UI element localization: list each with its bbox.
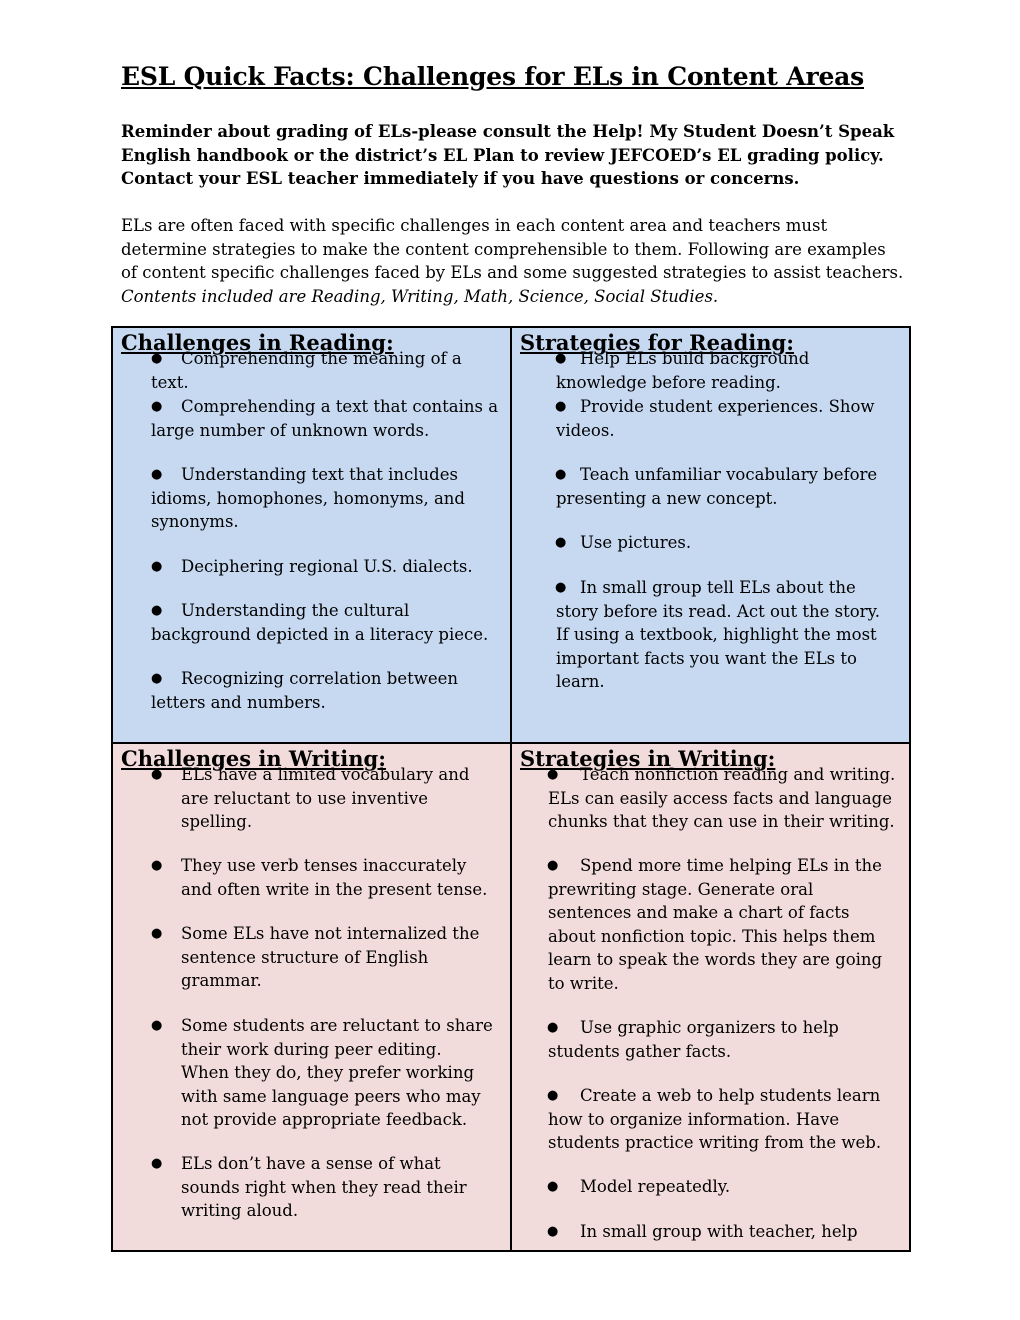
bullet-icon: ● xyxy=(151,1156,163,1171)
reminder-line: Contact your ESL teacher immediately if you have questions or concerns. xyxy=(121,169,800,188)
writing-strategies-heading: Strategies in Writing: xyxy=(520,746,776,771)
bullet-icon: ● xyxy=(547,1179,559,1194)
list-item-line: grammar. xyxy=(181,971,262,990)
list-item-line: how to organize information. Have xyxy=(548,1109,840,1129)
list-item-line: Some ELs have not internalized the xyxy=(181,924,480,943)
writing-strategies-cell xyxy=(510,742,911,1252)
bullet-icon: ● xyxy=(555,351,567,366)
list-item-line: videos. xyxy=(556,420,615,440)
bullet-icon: ● xyxy=(151,926,163,941)
reading-strategies-heading: Strategies for Reading: xyxy=(520,330,794,355)
bullet-icon: ● xyxy=(547,767,559,782)
list-item-line: students practice writing from the web. xyxy=(548,1133,882,1152)
list-item-line: sounds right when they read their xyxy=(181,1177,467,1197)
bullet-icon: ● xyxy=(151,467,163,482)
list-item-line: Understanding text that includes xyxy=(181,465,458,484)
list-item-line: When they do, they prefer working xyxy=(181,1063,475,1082)
writing-challenges-heading: Challenges in Writing: xyxy=(121,746,386,771)
list-item-line: about nonfiction topic. This helps them xyxy=(548,926,876,946)
list-item-line: Teach nonfiction reading and writing. xyxy=(580,765,896,784)
list-item-line: Understanding the cultural xyxy=(181,601,410,620)
list-item-line: Teach unfamiliar vocabulary before xyxy=(580,465,878,484)
list-item-line: prewriting stage. Generate oral xyxy=(548,879,814,899)
list-item-line: story before its read. Act out the story. xyxy=(556,601,880,621)
list-item-line: and often write in the present tense. xyxy=(181,879,488,899)
list-item-line: In small group with teacher, help xyxy=(580,1222,858,1241)
bullet-icon: ● xyxy=(151,399,163,414)
list-item-line: learn to speak the words they are going xyxy=(548,950,883,969)
intro-line: ELs are often faced with specific challenges in each content area and teachers must xyxy=(121,216,828,235)
reading-strategies-cell xyxy=(510,326,911,744)
reminder-line: Reminder about grading of ELs-please consult the Help! My Student Doesn’t Speak xyxy=(121,122,895,141)
list-item-line: sentence structure of English xyxy=(181,947,429,967)
list-item-line: ELs don’t have a sense of what xyxy=(181,1154,441,1173)
reading-challenges-cell xyxy=(111,326,512,744)
list-item-line: background depicted in a literacy piece. xyxy=(151,624,489,644)
list-item-line: Comprehending the meaning of a xyxy=(181,349,462,368)
bullet-icon: ● xyxy=(555,467,567,482)
list-item-line: Comprehending a text that contains a xyxy=(181,397,499,416)
list-item-line: In small group tell ELs about the xyxy=(580,578,856,597)
list-item-line: their work during peer editing. xyxy=(181,1039,442,1059)
list-item-line: large number of unknown words. xyxy=(151,420,430,440)
intro-line: of content specific challenges faced by ELs and some suggested strategies to assist teachers. xyxy=(121,263,904,282)
list-item-line: synonyms. xyxy=(151,512,239,531)
list-item-line: ELs have a limited vocabulary and xyxy=(181,765,470,784)
bullet-icon: ● xyxy=(151,1018,163,1033)
writing-challenges-cell xyxy=(111,742,512,1252)
list-item-line: learn. xyxy=(556,672,605,691)
list-item-line: Model repeatedly. xyxy=(580,1177,731,1196)
grading-reminder xyxy=(121,120,921,191)
list-item-line: idioms, homophones, homonyms, and xyxy=(151,488,465,508)
list-item-line: Use pictures. xyxy=(580,533,692,552)
list-item-line: Use graphic organizers to help xyxy=(580,1018,839,1037)
list-item-line: presenting a new concept. xyxy=(556,488,778,508)
list-item-line: Deciphering regional U.S. dialects. xyxy=(181,557,473,576)
list-item-line: to write. xyxy=(548,973,619,993)
bullet-icon: ● xyxy=(151,351,163,366)
bullet-icon: ● xyxy=(547,1088,559,1103)
list-item-line: text. xyxy=(151,372,189,392)
bullet-icon: ● xyxy=(151,559,163,574)
bullet-icon: ● xyxy=(151,858,163,873)
bullet-icon: ● xyxy=(151,767,163,782)
bullet-icon: ● xyxy=(151,603,163,618)
bullet-icon: ● xyxy=(547,858,559,873)
list-item-line: They use verb tenses inaccurately xyxy=(181,856,467,875)
list-item-line: spelling. xyxy=(181,812,253,831)
list-item-line: Provide student experiences. Show xyxy=(580,397,875,416)
page-title: ESL Quick Facts: Challenges for ELs in Content Areas xyxy=(121,62,865,91)
list-item-line: sentences and make a chart of facts xyxy=(548,903,850,922)
reminder-line: English handbook or the district’s EL Plan to review JEFCOED’s EL grading policy. xyxy=(121,145,884,165)
list-item-line: Spend more time helping ELs in the xyxy=(580,856,882,875)
bullet-icon: ● xyxy=(555,535,567,550)
bullet-icon: ● xyxy=(151,671,163,686)
intro-contents-line: Contents included are Reading, Writing, Math, Science, Social Studies. xyxy=(121,286,719,306)
list-item-line: chunks that they can use in their writing. xyxy=(548,812,895,831)
bullet-icon: ● xyxy=(555,399,567,414)
list-item-line: are reluctant to use inventive xyxy=(181,788,429,808)
list-item-line: Recognizing correlation between xyxy=(181,669,459,688)
intro-paragraph xyxy=(121,214,921,308)
list-item-line: knowledge before reading. xyxy=(556,372,781,392)
list-item-line: Help ELs build background xyxy=(580,349,810,368)
bullet-icon: ● xyxy=(547,1020,559,1035)
reading-challenges-heading: Challenges in Reading: xyxy=(121,330,394,355)
list-item-line: ELs can easily access facts and language xyxy=(548,788,893,808)
list-item-line: students gather facts. xyxy=(548,1041,732,1061)
list-item-line: writing aloud. xyxy=(181,1201,299,1220)
intro-line: determine strategies to make the content comprehensible to them. Following are examples xyxy=(121,239,886,259)
bullet-icon: ● xyxy=(547,1224,559,1239)
list-item-line: Create a web to help students learn xyxy=(580,1086,881,1105)
list-item-line: not provide appropriate feedback. xyxy=(181,1110,468,1129)
bullet-icon: ● xyxy=(555,580,567,595)
list-item-line: with same language peers who may xyxy=(181,1086,481,1106)
list-item-line: If using a textbook, highlight the most xyxy=(556,625,877,644)
list-item-line: letters and numbers. xyxy=(151,692,326,712)
list-item-line: Some students are reluctant to share xyxy=(181,1016,493,1035)
list-item-line: important facts you want the ELs to xyxy=(556,648,857,668)
